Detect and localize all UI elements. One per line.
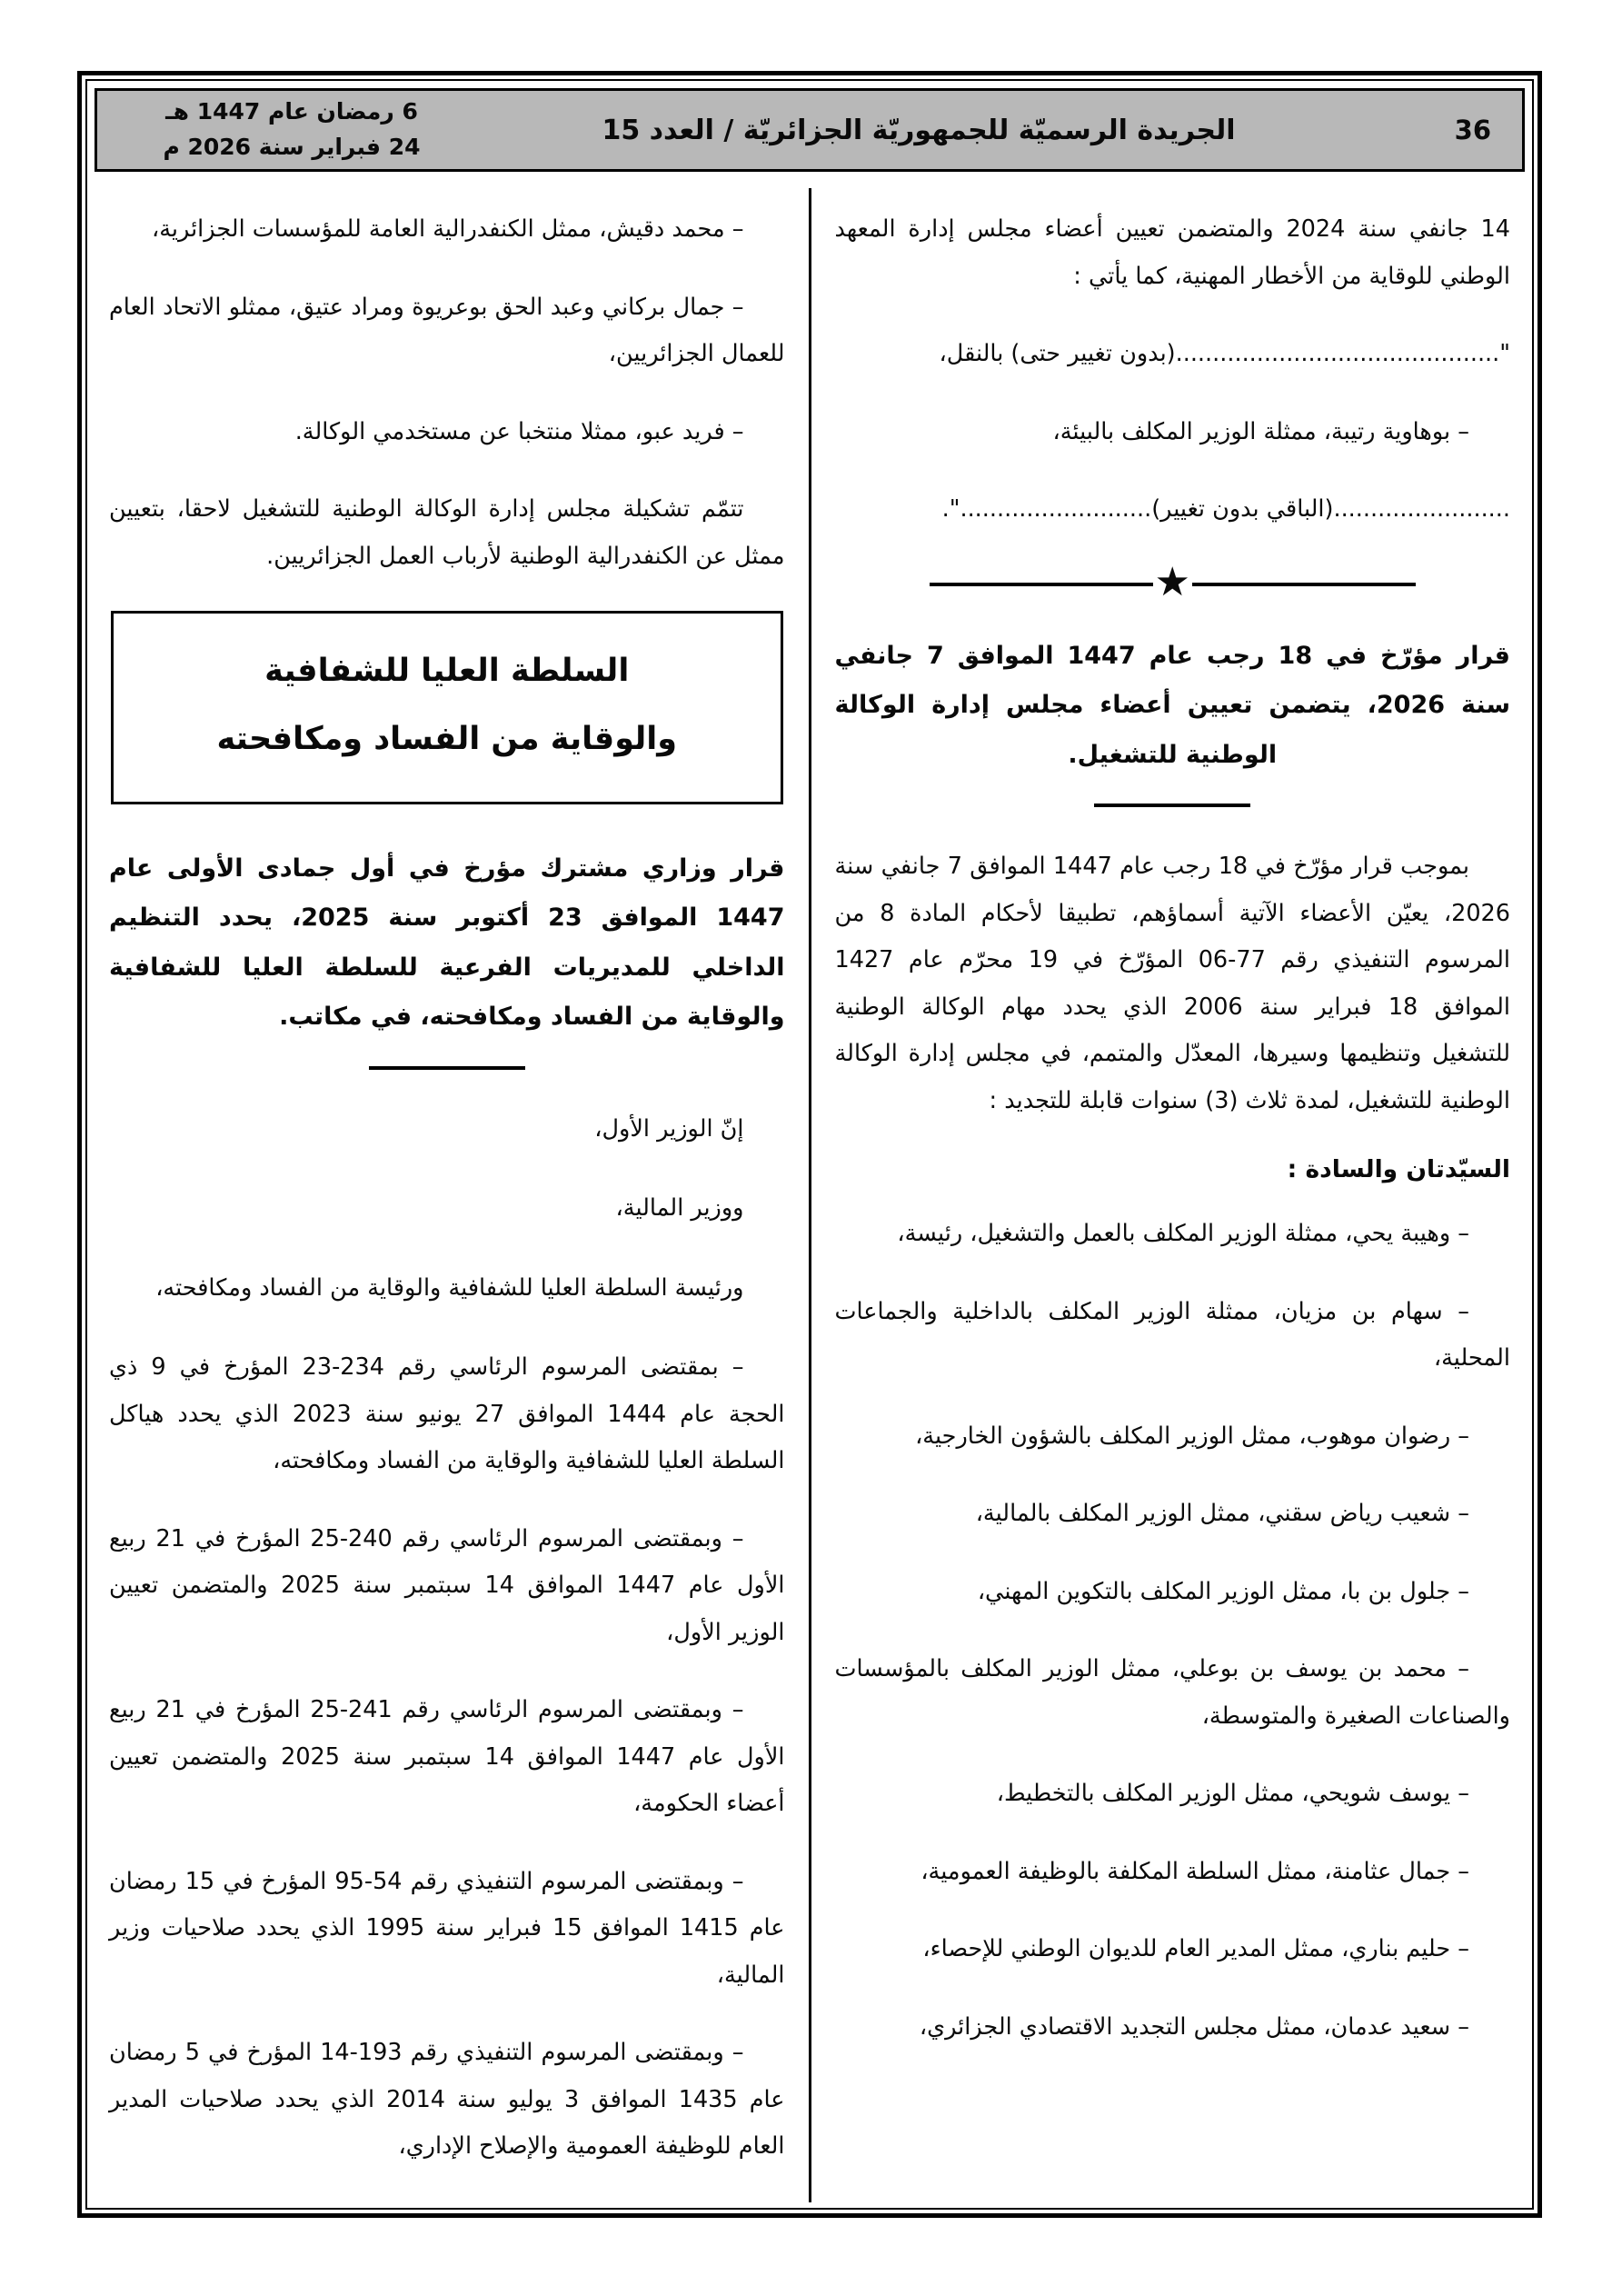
- preamble-line: إنّ الوزير الأول،: [594, 1114, 744, 1143]
- gregorian-date: 24 فبراير سنة 2026 م: [163, 134, 421, 160]
- ellipsis-line-open: "............................................(بدون تغيير حتى) بالنقل،: [939, 340, 1510, 367]
- star-separator: [930, 558, 1416, 605]
- page-number: 36: [1454, 115, 1491, 145]
- gazette-title: الجريدة الرسميّة للجمهوريّة الجزائريّة / العدد 15: [602, 114, 1236, 146]
- member-item: – سعيد عدمان، ممثل مجلس التجديد الاقتصادي الجزائري،: [919, 2012, 1469, 2041]
- preamble-line: ورئيسة السلطة العليا للشفافية والوقاية من الفساد ومكافحته،: [155, 1273, 744, 1302]
- ellipsis-line-close: ........................(الباقي بدون تغيير)..........................".: [941, 495, 1510, 523]
- member-item: – فريد عبو، ممثلا منتخبا عن مستخدمي الوكالة.: [294, 417, 744, 445]
- hijri-date: 6 رمضان عام 1447 هـ: [165, 98, 418, 125]
- visa-item: – بمقتضى المرسوم الرئاسي رقم 234-23 المؤرخ في 9 ذي الحجة عام 1444 الموافق 27 يونيو سنة 2023 الذي يحدد هياكل السلطة العليا للشفافية والوقاية من الفساد ومكافحته،: [109, 1353, 785, 1475]
- section-rule: [369, 1066, 525, 1070]
- member-item: – جمال بركاني وعبد الحق بوعريوة ومراد عتيق، ممثلو الاتحاد العام للعمال الجزائريين،: [109, 293, 785, 367]
- star-icon: ★: [1154, 558, 1190, 605]
- column-left: [98, 188, 809, 2202]
- authority-box-line2: والوقاية من الفساد ومكافحته: [216, 721, 678, 758]
- member-item: – وهيبة يحي، ممثلة الوزير المكلف بالعمل والتشغيل، رئيسة،: [897, 1220, 1469, 1248]
- column-right: [811, 188, 1522, 2202]
- continued-paragraph: 14 جانفي سنة 2024 والمتضمن تعيين أعضاء مجلس إدارة المعهد الوطني للوقاية من الأخطار المهنية، كما يأتي :: [834, 215, 1510, 290]
- header-dates: [128, 95, 455, 165]
- member-item: – محمد دقيش، ممثل الكنفدرالية العامة للمؤسسات الجزائرية،: [152, 215, 744, 243]
- member-item: – حليم بناري، ممثل المدير العام للديوان الوطني للإحصاء،: [922, 1935, 1469, 1963]
- preamble-line: ووزير المالية،: [615, 1194, 744, 1223]
- page-frame-inner: [85, 79, 1534, 2210]
- visa-item: – وبمقتضى المرسوم التنفيذي رقم 54-95 المؤرخ في 15 رمضان عام 1415 الموافق 15 فبراير سنة 1995 الذي يحدد صلاحيات وزير المالية،: [109, 1867, 785, 1989]
- page-frame: [77, 71, 1542, 2218]
- member-item: – جلول بن با، ممثل الوزير المكلف بالتكوين المهني،: [977, 1577, 1469, 1605]
- visa-item: – وبمقتضى المرسوم الرئاسي رقم 240-25 المؤرخ في 21 ربيع الأول عام 1447 الموافق 14 سبتمبر سنة 2025 والمتضمن تعيين الوزير الأول،: [109, 1524, 785, 1646]
- visa-item: – وبمقتضى المرسوم الرئاسي رقم 241-25 المؤرخ في 21 ربيع الأول عام 1447 الموافق 14 سبتمبر سنة 2025 والمتضمن تعيين أعضاء الحكومة،: [109, 1696, 785, 1818]
- separator-line: [1192, 583, 1416, 586]
- member-item: – بوهاوية رتيبة، ممثلة الوزير المكلف بالبيئة،: [1052, 417, 1469, 445]
- content-columns: [87, 179, 1532, 2208]
- members-heading: السيّدتان والسادة :: [1287, 1155, 1510, 1184]
- member-item: – يوسف شويحي، ممثل الوزير المكلف بالتخطيط،: [996, 1780, 1469, 1808]
- closing-paragraph: تتمّم تشكيلة مجلس إدارة الوكالة الوطنية للتشغيل لاحقا، بتعيين ممثل عن الكنفدرالية الوطنية لأرباب العمل الجزائريين.: [109, 495, 785, 570]
- separator-line: [930, 583, 1153, 586]
- joint-decree-title: قرار وزاري مشترك مؤرخ في أول جمادى الأولى عام 1447 الموافق 23 أكتوبر سنة 2025، يحدد التنظيم الداخلي للمديريات الفرعية للسلطة العليا للشفافية والوقاية من الفساد ومكافحته، في مكاتب.: [109, 854, 785, 1032]
- authority-box-line1: السلطة العليا للشفافية: [264, 653, 630, 689]
- visa-item: – وبمقتضى المرسوم التنفيذي رقم 193-14 المؤرخ في 5 رمضان عام 1435 الموافق 3 يوليو سنة 2014 الذي يحدد صلاحيات المدير العام للوظيفة العمومية والإصلاح الإداري،: [109, 2039, 785, 2161]
- member-item: – سهام بن مزيان، ممثلة الوزير المكلف بالداخلية والجماعات المحلية،: [834, 1297, 1510, 1373]
- member-item: – شعيب رياض سقني، ممثل الوزير المكلف بالمالية،: [975, 1500, 1469, 1528]
- member-item: – جمال عثامنة، ممثل السلطة المكلفة بالوظيفة العمومية،: [920, 1857, 1469, 1885]
- decree-title: قرار مؤرّخ في 18 رجب عام 1447 الموافق 7 جانفي سنة 2026، يتضمن تعيين أعضاء مجلس إدارة الوكالة الوطنية للتشغيل.: [834, 641, 1510, 769]
- member-item: – رضوان موهوب، ممثل الوزير المكلف بالشؤون الخارجية،: [915, 1422, 1469, 1450]
- authority-box: [111, 611, 783, 804]
- column-divider: [809, 188, 811, 2202]
- decree-body: بموجب قرار مؤرّخ في 18 رجب عام 1447 الموافق 7 جانفي سنة 2026، يعيّن الأعضاء الآتية أسماؤهم، تطبيقا لأحكام المادة 8 من المرسوم التنفيذي رقم 77-06 المؤرّخ في 19 محرّم عام 1427 الموافق 18 فبراير سنة 2006 الذي يحدد مهام الوكالة الوطنية للتشغيل وتنظيمها وسيرها، المعدّل والمتمم، في مجلس إدارة الوكالة الوطنية للتشغيل، لمدة ثلاث (3) سنوات قابلة للتجديد :: [834, 853, 1510, 1114]
- member-item: – محمد بن يوسف بن بوعلي، ممثل الوزير المكلف بالمؤسسات والصناعات الصغيرة والمتوسطة،: [834, 1655, 1510, 1730]
- section-rule: [1094, 804, 1250, 807]
- header-bar: [95, 88, 1525, 172]
